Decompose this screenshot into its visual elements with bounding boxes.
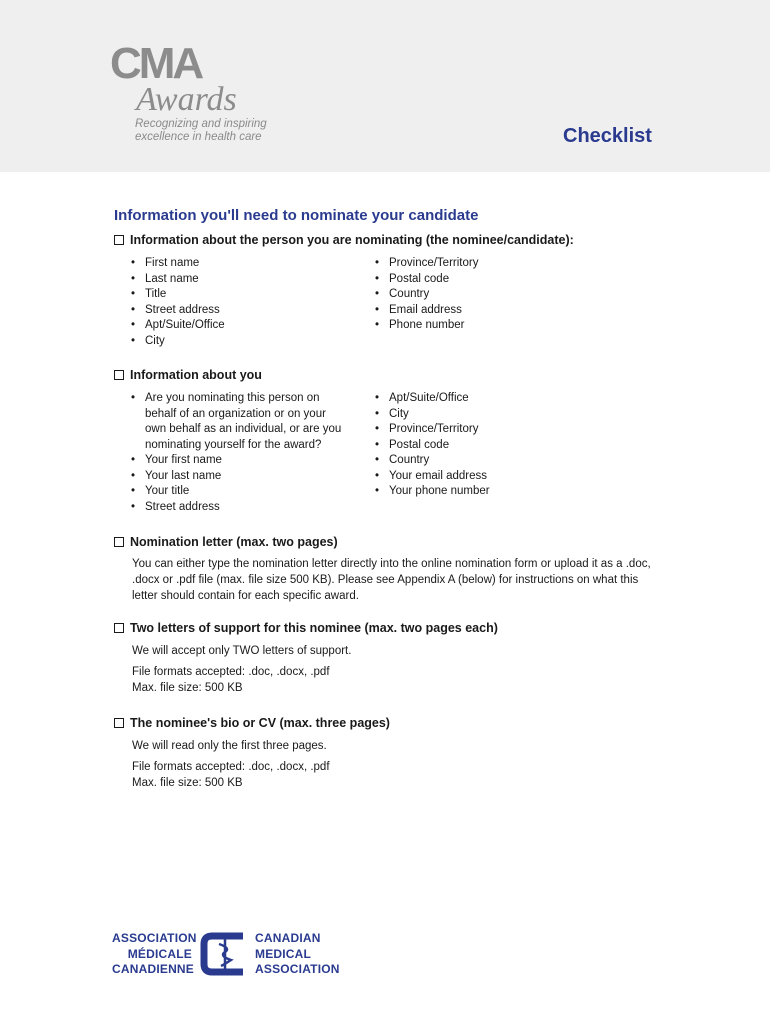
section-heading: Information you'll need to nominate your candidate (114, 207, 479, 224)
item-heading: The nominee's bio or CV (max. three pages) (130, 716, 390, 730)
bio-max-size: Max. file size: 500 KB (132, 777, 243, 789)
list-item: • Postal code (375, 272, 605, 288)
checklist-item-support (114, 621, 498, 635)
support-formats: File formats accepted: .doc, .docx, .pdf (132, 666, 330, 678)
list-item: • Your last name (131, 469, 346, 485)
bio-note: We will read only the first three pages. (132, 740, 327, 752)
item-heading: Information about you (130, 368, 262, 382)
caduceus-emblem-icon (200, 930, 250, 978)
you-fields-left (131, 391, 346, 515)
list-item: • Country (375, 453, 605, 469)
list-item: • Street address (131, 303, 361, 319)
list-item: • Your phone number (375, 484, 605, 500)
cma-awards-logo (110, 40, 290, 160)
checkbox-icon[interactable] (114, 370, 124, 380)
logo-tagline (135, 118, 295, 144)
item-heading: Information about the person you are nominating (the nominee/candidate): (130, 233, 574, 247)
tagline-line-1: Recognizing and inspiring (135, 118, 267, 130)
list-item: • Phone number (375, 318, 605, 334)
list-item: • Street address (131, 500, 346, 516)
list-item: • Country (375, 287, 605, 303)
support-max-size: Max. file size: 500 KB (132, 682, 243, 694)
logo-french-text: ASSOCIATION MÉDICALE CANADIENNE (112, 931, 197, 976)
you-fields-right (375, 391, 605, 500)
list-item: • Your title (131, 484, 346, 500)
list-item: • Apt/Suite/Office (131, 318, 361, 334)
item-heading: Two letters of support for this nominee (max. two pages each) (130, 621, 498, 635)
logo-english-text: CANADIAN MEDICAL ASSOCIATION (255, 931, 340, 976)
list-item: • City (375, 407, 605, 423)
list-item: • Apt/Suite/Office (375, 391, 605, 407)
logo-awards-text: Awards (136, 81, 237, 118)
list-item: • Email address (375, 303, 605, 319)
list-item: • First name (131, 256, 361, 272)
checkbox-icon[interactable] (114, 235, 124, 245)
list-item: • Your email address (375, 469, 605, 485)
checklist-item-you (114, 368, 262, 382)
page-title: Checklist (563, 125, 652, 147)
support-note: We will accept only TWO letters of support. (132, 645, 352, 657)
list-item: • Last name (131, 272, 361, 288)
checkbox-icon[interactable] (114, 623, 124, 633)
tagline-line-2: excellence in health care (135, 131, 262, 143)
checkbox-icon[interactable] (114, 718, 124, 728)
nominee-fields-left (131, 256, 361, 349)
bio-formats: File formats accepted: .doc, .docx, .pdf (132, 761, 330, 773)
list-item: • City (131, 334, 361, 350)
checkbox-icon[interactable] (114, 537, 124, 547)
checklist-item-letter (114, 535, 338, 549)
list-item: • Your first name (131, 453, 346, 469)
list-item: • Are you nominating this person on behalf of an organization or on your own behalf as an individual, or are you nominating yourself for the award? (131, 391, 346, 453)
header-banner (0, 0, 770, 172)
logo-cma-text: CMA (110, 40, 202, 88)
checklist-item-bio (114, 716, 390, 730)
nominee-fields-right (375, 256, 605, 334)
list-item: • Province/Territory (375, 422, 605, 438)
list-item: • Title (131, 287, 361, 303)
cma-footer-logo (112, 928, 342, 980)
list-item: • Province/Territory (375, 256, 605, 272)
checklist-item-nominee (114, 233, 574, 247)
item-heading: Nomination letter (max. two pages) (130, 535, 338, 549)
list-item: • Postal code (375, 438, 605, 454)
letter-description: You can either type the nomination letter directly into the online nomination form or upload it as a .doc, .docx or .pdf file (max. file size 500 KB). Please see Appendix A (below) for instructions on what this letter should contain for each specific award. (132, 558, 651, 602)
